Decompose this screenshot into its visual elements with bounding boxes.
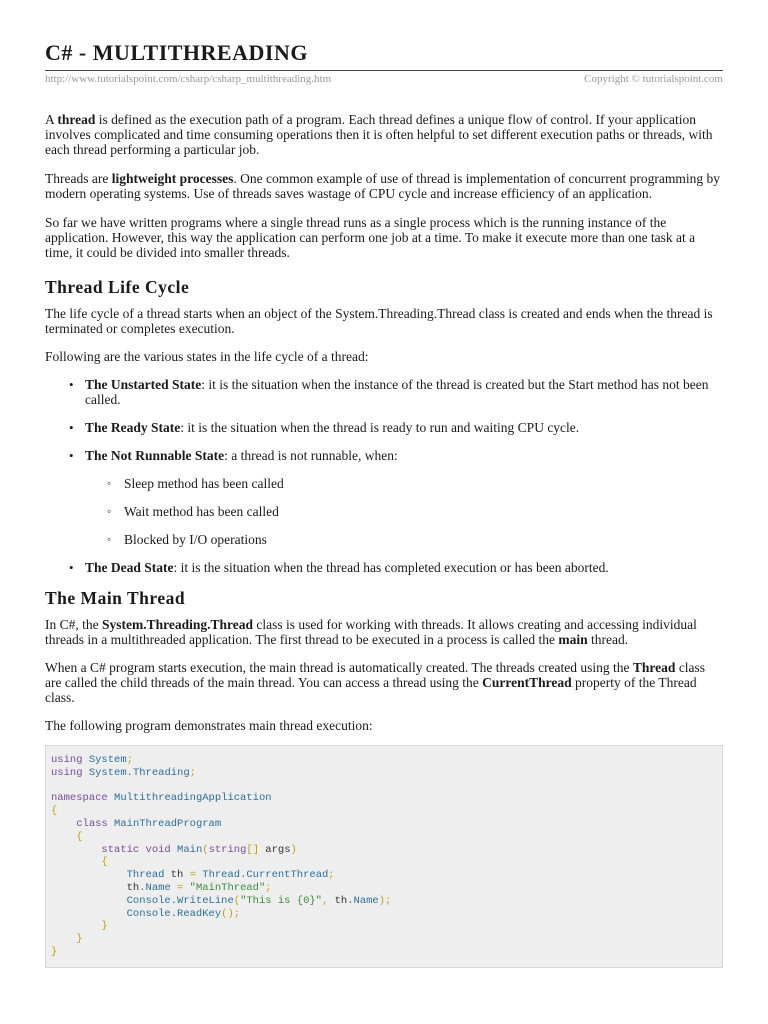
source-link[interactable]: http://www.tutorialspoint.com/csharp/csharp_multithreading.htm — [45, 73, 332, 85]
code-block — [45, 745, 723, 968]
code-line: } — [76, 933, 83, 946]
list-item: ◦ Wait method has been called — [45, 504, 723, 519]
code-line: { — [76, 830, 83, 843]
code-line: using System; — [51, 754, 133, 766]
lifecycle-paragraph-2: Following are the various states in the life cycle of a thread: — [45, 349, 369, 364]
list-item: • The Ready State: it is the situation when the thread is ready to run and waiting CPU cycle. — [45, 420, 723, 435]
list-item: • The Unstarted State: it is the situation when the instance of the thread is created but the Start method has not been called. — [45, 377, 723, 407]
list-item: ◦ Sleep method has been called — [45, 476, 723, 491]
intro-paragraph-3: So far we have written programs where a single thread runs as a single process which is the running instance of the application. However, this way the application can perform one job at a time. To make it execute more than one task at a time, it could be divided into smaller threads. — [45, 215, 696, 260]
intro-paragraph-2: Threads are lightweight processes. One common example of use of thread is implementation of concurrent programming by modern operating systems. Use of threads saves wastage of CPU cycle and increase efficiency of an application. — [45, 171, 720, 201]
title-rule — [45, 70, 723, 71]
section-heading-lifecycle: Thread Life Cycle — [45, 277, 190, 297]
code-line: using System.Threading; — [51, 766, 196, 779]
main-thread-paragraph-1: In C#, the System.Threading.Thread class is used for working with threads. It allows creating and accessing individual threads in a multithreaded application. The first thread to be executed in a process is called the main thread. — [45, 617, 697, 647]
list-item: • The Not Runnable State: a thread is not runnable, when: — [45, 448, 723, 463]
code-line: class MainThreadProgram — [76, 817, 222, 830]
main-thread-paragraph-3: The following program demonstrates main thread execution: — [45, 718, 373, 733]
code-line: Thread th = Thread.CurrentThread; — [126, 869, 335, 882]
document-page — [45, 40, 723, 968]
lifecycle-paragraph-1: The life cycle of a thread starts when an object of the System.Threading.Thread class is created and ends when the thread is terminated or completes execution. — [45, 306, 713, 336]
code-line: } — [101, 920, 108, 933]
main-thread-paragraph-2: When a C# program starts execution, the main thread is automatically created. The threads created using the Thread class are called the child threads of the main thread. You can access a thread using the CurrentThread property of the Thread class. — [45, 660, 706, 705]
code-line: { — [51, 805, 58, 818]
code-line: Console.ReadKey(); — [126, 907, 241, 920]
url-bar — [45, 73, 723, 85]
intro-paragraph-1: A thread is defined as the execution path of a program. Each thread defines a unique flow of control. If your application involves complicated and time consuming operations then it is often helpful to set different execution paths or threads, with each thread performing a particular job. — [45, 112, 713, 157]
code-line: namespace MultithreadingApplication — [51, 792, 272, 805]
code-line: } — [51, 945, 58, 958]
state-list — [45, 377, 723, 463]
page-title: C# - MULTITHREADING — [45, 40, 308, 65]
section-heading-main-thread: The Main Thread — [45, 588, 186, 608]
code-line: th.Name = "MainThread"; — [126, 881, 272, 894]
state-list-continued — [45, 560, 723, 575]
not-runnable-sublist — [45, 476, 723, 547]
list-item: ◦ Blocked by I/O operations — [45, 532, 723, 547]
copyright-text: Copyright © tutorialspoint.com — [584, 73, 723, 85]
code-line: Console.WriteLine("This is {0}", th.Name); — [126, 894, 392, 907]
code-line: static void Main(string[] args) — [101, 843, 297, 856]
code-line: { — [101, 856, 108, 869]
list-item: • The Dead State: it is the situation when the thread has completed execution or has been aborted. — [45, 560, 723, 575]
